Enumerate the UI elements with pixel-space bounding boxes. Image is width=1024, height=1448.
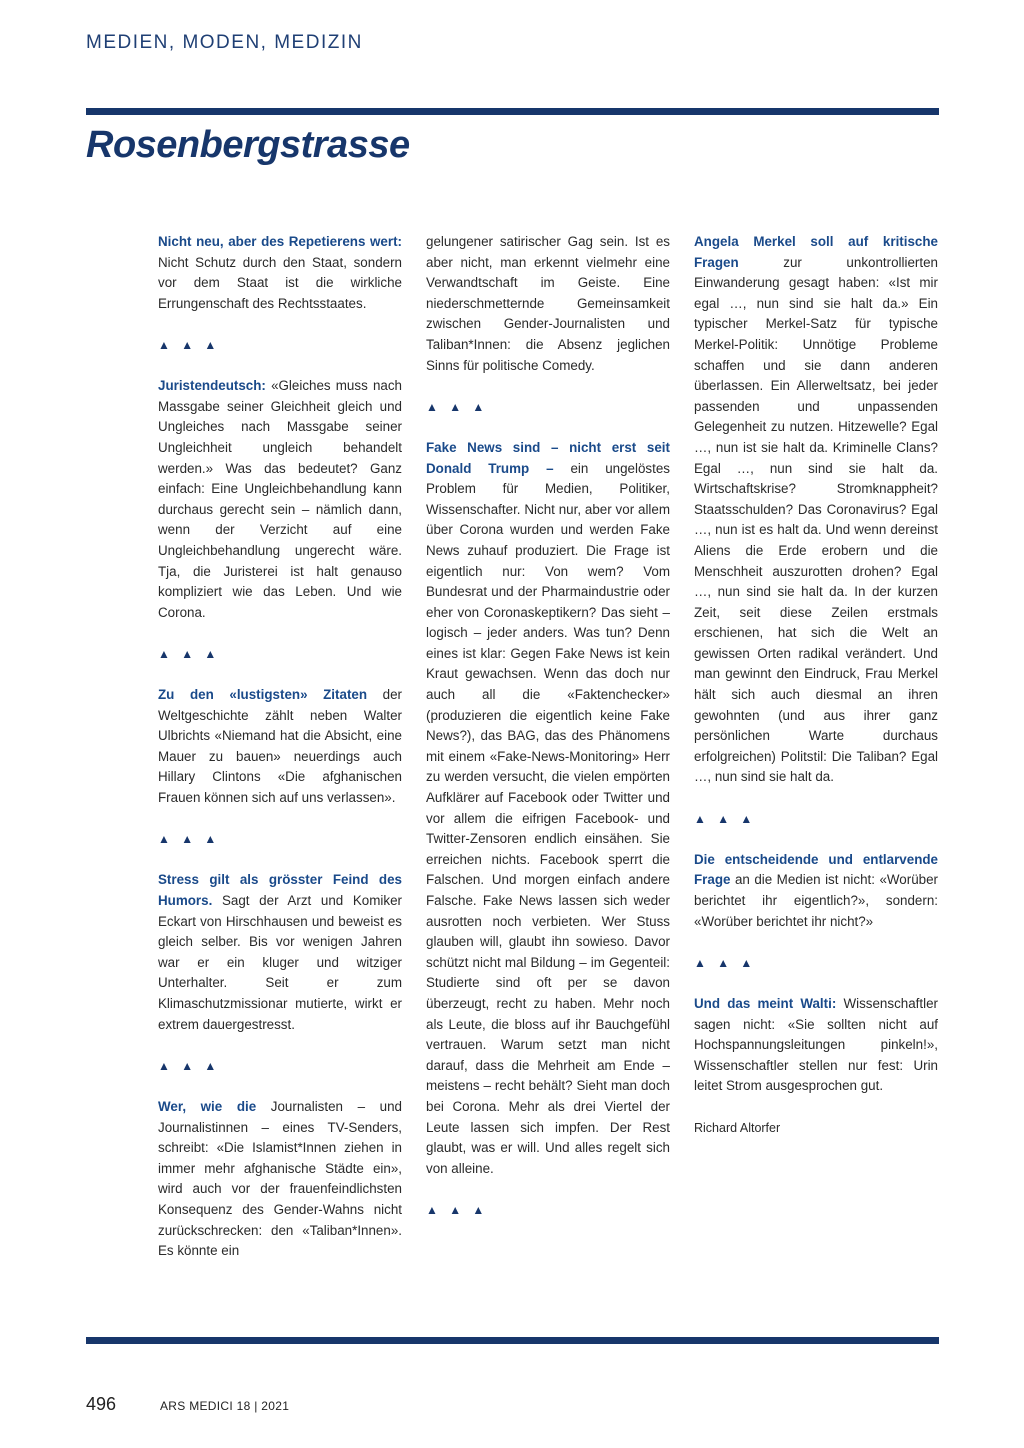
paragraph-lead: Fake News sind – nicht erst seit Donald Trump – xyxy=(426,439,670,476)
paragraph-lead: Stress gilt als grösster Feind des Humors. xyxy=(158,872,402,908)
paragraph-lead: Juristendeutsch: xyxy=(158,378,266,394)
column-3 xyxy=(694,232,938,1159)
column-1 xyxy=(158,232,402,1282)
article-paragraph xyxy=(426,438,670,1179)
section-title: MEDIEN, MODEN, MEDIZIN xyxy=(86,32,363,53)
page-number: 496 xyxy=(86,1394,117,1414)
article-paragraph xyxy=(694,994,938,1097)
page-title: Rosenbergstrasse xyxy=(86,124,410,166)
paragraph-text: «Gleiches muss nach Massgabe seiner Gleichheit gleich und Ungleiches nach Massgabe seiner Ungleichheit ungleich behandelt werden.» Was das bedeutet? Ganz einfach: Eine Ungleichbehandlung kann durchaus gerecht sein – nämlich dann, wenn der Verzicht auf eine Ungleichbehandlung ungerecht wäre. Tja, die Juristerei ist halt genauso kompliziert wie das Leben. Und wie Corona. xyxy=(158,378,402,620)
paragraph-text: Nicht Schutz durch den Staat, sondern vor dem Staat ist die wirkliche Errungenschaft des Rechtsstaates. xyxy=(158,254,402,311)
article-paragraph xyxy=(158,1097,402,1262)
paragraph-text: zur unkontrollierten Einwanderung gesagt haben: «Ist mir egal …, nun sind sie halt da.» Ein typischer Merkel-Satz für typische Merkel-Politik: Unnötige Probleme schaffen und sie dann anderen überlassen. Ein Allerweltsatz, bei jeder passenden und unpassenden Gelegenheit zu nutzen. Hitzewelle? Egal …, nun ist sie halt da. Kriminelle Clans? Egal …, nun sind sie halt da. Wirtschaftskrise? Stromknappheit? Staatsschulden? Das Coronavirus? Egal …, nun ist es halt da. Und wenn dereinst Aliens die Erde erobern und die Menschheit auszurotten drohen? Egal …, nun sind sie halt da. In der kurzen Zeit, seit diese Zeilen erstmals erschienen, hat sich die Welt an gewissen Orten radikal verändert. Und man gewinnt den Eindruck, Frau Merkel hält sich auch diesmal an ihren gewohnten (und aus ihrer ganz persönlichen Warte durchaus erfolgreichen) Politstil: Die Taliban? Egal …, nun sind sie halt da. xyxy=(694,254,938,785)
paragraph-lead: Und das meint Walti: xyxy=(694,995,837,1011)
paragraph-lead: Zu den «lustigsten» Zitaten xyxy=(158,687,368,703)
paragraph-text: Journalisten – und Journalistinnen – eines TV-Senders, schreibt: «Die Islamist*Innen ziehen in immer mehr afghanische Städte ein», wird auch vor der frauenfeindlichsten Konsequenz des Gender-Wahns nicht zurückschrecken: den «Taliban*Innen». Es könnte ein xyxy=(158,1098,402,1259)
article-paragraph xyxy=(426,232,670,376)
triangle-separator-icon: ▲ ▲ ▲ xyxy=(158,832,221,847)
article-paragraph xyxy=(158,870,402,1035)
triangle-separator-icon: ▲ ▲ ▲ xyxy=(694,955,757,970)
paragraph-text: ein ungelöstes Problem für Medien, Politiker, Wissenschafter. Nicht nur, aber vor allem über Corona wurden und werden Fake News zuhauf produziert. Die Frage ist eigentlich nur: Von wem? Vom Bundesrat und der Pharmaindustrie oder eher von Coronaskeptikern? Das sieht – logisch – jeder anders. Was tun? Denn eines ist klar: Gegen Fake News ist kein Kraut gewachsen. Wenn das doch nur auch all die «Faktenchecker» (produzieren die eigentlich keine Fake News?), das BAG, das des Phänomens mit einem «Fake-News-Monitoring» Herr zu werden versucht, die vielen empörten Aufklärer auf Facebook oder Twitter und vor allem die eifrigen Facebook- und Twitter-Zensoren endlich einsähen. Sie erreichen nichts. Facebook sperrt die Falschen. Und morgen einfach andere Falsche. Fake News lassen sich weder ausrotten noch verbieten. Wer Stuss glauben will, glaubt ihn sowieso. Davor schützt nicht mal Bildung – im Gegenteil: Studierte sind oft per se davon überzeugt, recht zu haben. Mehr noch als Leute, die bloss auf ihr Bauchgefühl vertrauen. Warum setzt man nicht darauf, dass die Mehrheit am Ende – meistens – recht behält? Sieht man doch bei Corona. Mehr als drei Viertel der Leute lassen sich impfen. Der Rest glaubt, was er will. Und alles regelt sich von alleine. xyxy=(426,460,670,1176)
triangle-separator-icon: ▲ ▲ ▲ xyxy=(426,1202,489,1217)
column-2 xyxy=(426,232,670,1241)
paragraph-text: gelungener satirischer Gag sein. Ist es aber nicht, man erkennt vielmehr eine Verwandtschaft im Geiste. Eine niederschmetternde Gemeinsamkeit zwischen Gender-Journalisten und Taliban*Innen: die Absenz jeglichen Sinns für politische Comedy. xyxy=(426,234,670,373)
article-paragraph xyxy=(694,850,938,932)
triangle-separator-icon: ▲ ▲ ▲ xyxy=(158,337,221,352)
paragraph-lead: Nicht neu, aber des Repetierens wert: xyxy=(158,234,402,249)
article-paragraph xyxy=(158,232,402,314)
paragraph-lead: Die entscheidende und entlarvende Frage xyxy=(694,851,938,888)
paragraph-text: an die Medien ist nicht: «Worüber berichtet ihr eigentlich?», sondern: «Worüber berichtet ihr nicht?» xyxy=(694,872,938,929)
top-divider xyxy=(86,108,939,115)
triangle-separator-icon: ▲ ▲ ▲ xyxy=(426,399,489,414)
triangle-separator-icon: ▲ ▲ ▲ xyxy=(694,811,757,826)
paragraph-lead: Angela Merkel soll auf kritische Fragen xyxy=(694,234,938,270)
author-name: Richard Altorfer xyxy=(694,1120,781,1135)
bottom-divider xyxy=(86,1337,939,1344)
publication-info: ARS MEDICI 18 | 2021 xyxy=(160,1399,290,1413)
article-paragraph xyxy=(158,685,402,809)
article-paragraph xyxy=(158,376,402,623)
triangle-separator-icon: ▲ ▲ ▲ xyxy=(158,646,221,661)
article-paragraph xyxy=(694,232,938,788)
paragraph-lead: Wer, wie die xyxy=(158,1098,257,1114)
triangle-separator-icon: ▲ ▲ ▲ xyxy=(158,1058,221,1073)
paragraph-text: Wissenschaftler sagen nicht: «Sie sollten nicht auf Hochspannungsleitungen pinkeln!», Wissenschaftler stellen nur fest: Urin leitet Strom ausgesprochen gut. xyxy=(694,995,938,1094)
paragraph-text: Sagt der Arzt und Komiker Eckart von Hirschhausen und beweist es gleich selber. Bis vor wenigen Jahren war er ein kluger und witziger Unterhalter. Seit er zum Klimaschutzmissionar mutierte, wirkt er extrem dauergestresst. xyxy=(158,893,402,1032)
paragraph-text: der Weltgeschichte zählt neben Walter Ulbrichts «Niemand hat die Absicht, eine Mauer zu bauen» neuerdings auch Hillary Clintons «Die afghanischen Frauen können sich auf uns verlassen». xyxy=(158,687,402,806)
